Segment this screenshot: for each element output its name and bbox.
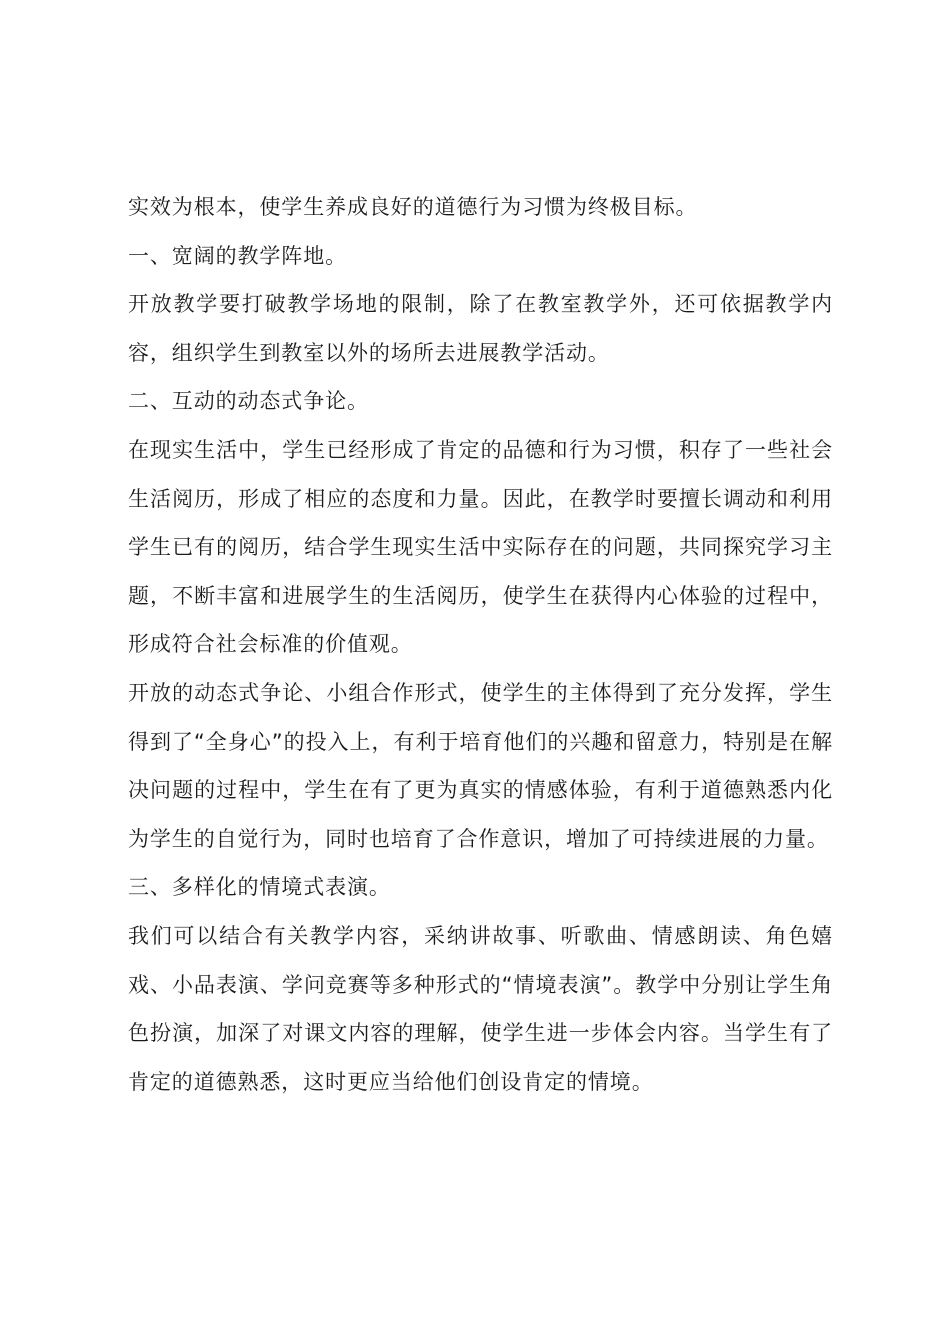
- document-body: [128, 183, 833, 1106]
- paragraph: 开放的动态式争论、小组合作形式，使学生的主体得到了充分发挥，学生得到了“全身心”的投入上，有利于培育他们的兴趣和留意力，特别是在解决问题的过程中，学生在有了更为真实的情感体验，有利于道德熟悉内化为学生的自觉行为，同时也培育了合作意识，增加了可持续进展的力量。: [128, 680, 833, 851]
- paragraph-continuation: 实效为根本，使学生养成良好的道德行为习惯为终极目标。: [128, 195, 698, 219]
- section-heading-1: 一、宽阔的教学阵地。: [128, 243, 347, 268]
- paragraph: 我们可以结合有关教学内容，采纳讲故事、听歌曲、情感朗读、角色嬉戏、小品表演、学问竞赛等多种形式的“情境表演”。教学中分别让学生角色扮演，加深了对课文内容的理解，使学生进一步体会内容。当学生有了肯定的道德熟悉，这时更应当给他们创设肯定的情境。: [128, 923, 833, 1094]
- section-heading-3: 三、多样化的情境式表演。: [128, 875, 391, 900]
- paragraph: 开放教学要打破教学场地的限制，除了在教室教学外，还可依据教学内容，组织学生到教室以外的场所去进展教学活动。: [128, 292, 833, 365]
- section-heading-2: 二、互动的动态式争论。: [128, 389, 369, 414]
- paragraph: 在现实生活中，学生已经形成了肯定的品德和行为习惯，积存了一些社会生活阅历，形成了相应的态度和力量。因此，在教学时要擅长调动和利用学生已有的阅历，结合学生现实生活中实际存在的问题，共同探究学习主题，不断丰富和进展学生的生活阅历，使学生在获得内心体验的过程中，形成符合社会标准的价值观。: [128, 437, 833, 657]
